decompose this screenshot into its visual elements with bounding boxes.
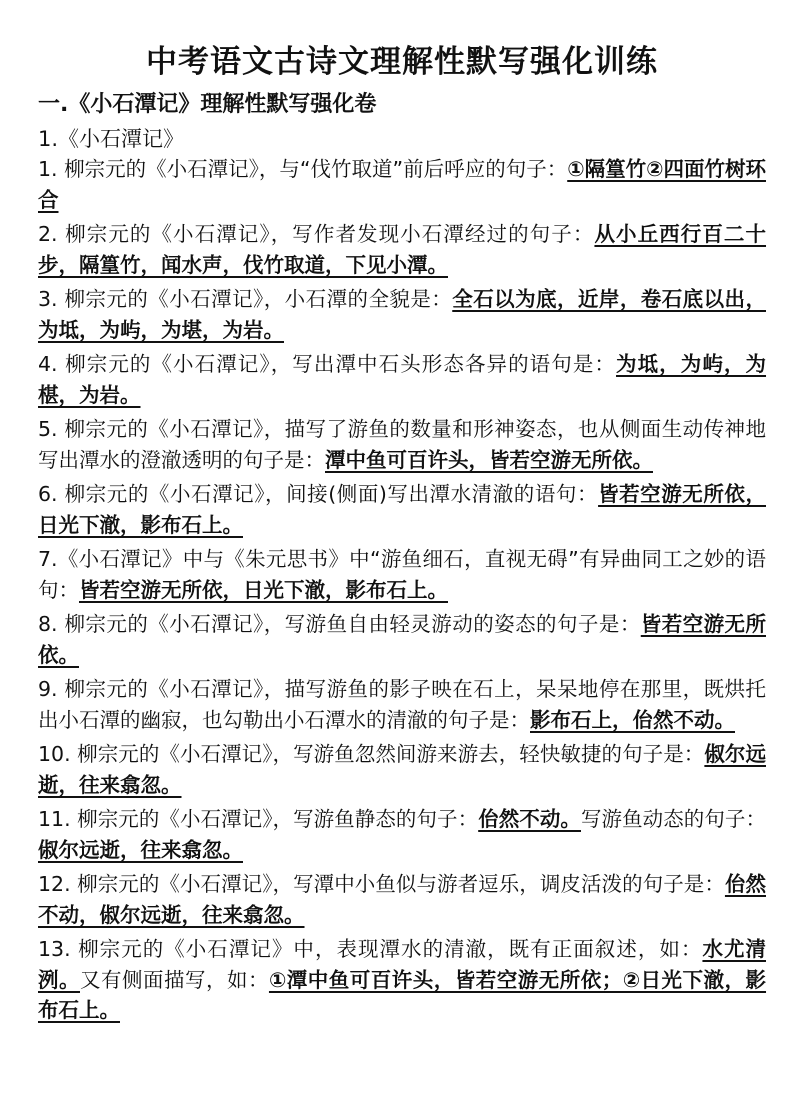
- question-text: 6. 柳宗元的《小石潭记》，间接(侧面)写出潭水清澈的语句：: [38, 482, 599, 506]
- question-text: 11. 柳宗元的《小石潭记》，写游鱼静态的句子：: [38, 807, 479, 831]
- answer-text-second: 俶尔远逝，往来翕忽。: [38, 837, 243, 862]
- question-item-4: [38, 349, 766, 410]
- answer-text: ①隔篁竹②四面竹树环合: [38, 157, 766, 212]
- question-item-8: [38, 609, 766, 670]
- question-text: 2. 柳宗元的《小石潭记》，写作者发现小石潭经过的句子：: [38, 222, 595, 246]
- question-text: 10. 柳宗元的《小石潭记》，写游鱼忽然间游来游去，轻快敏捷的句子是：: [38, 742, 705, 766]
- question-text: 5. 柳宗元的《小石潭记》，描写了游鱼的数量和形神姿态，也从侧面生动传神地写出潭水的澄澈透明的句子是：: [38, 417, 766, 472]
- answer-text-second: ①潭中鱼可百许头，皆若空游无所依；②日光下澈，影布石上。: [38, 967, 767, 1022]
- question-item-10: [38, 739, 766, 800]
- subsection-title: 1.《小石潭记》: [38, 127, 185, 151]
- answer-text: 为坻，为屿，为椹，为岩。: [38, 352, 767, 407]
- answer-text: 佁然不动。: [478, 807, 581, 831]
- question-text: 13. 柳宗元的《小石潭记》中，表现潭水的清澈，既有正面叙述，如：: [38, 937, 703, 961]
- question-text: 7.《小石潭记》中与《朱元思书》中“游鱼细石，直视无碍”有异曲同工之妙的语句：: [38, 547, 766, 602]
- question-item-7: [38, 544, 766, 605]
- question-item-11: [38, 804, 766, 865]
- question-item-1: [38, 154, 766, 215]
- question-list: [38, 154, 766, 1026]
- answer-text: 皆若空游无所依。: [38, 612, 766, 667]
- answer-text: 从小丘西行百二十步，隔篁竹，闻水声，伐竹取道，下见小潭。: [38, 222, 767, 277]
- answer-text: 水尤清洌。: [38, 937, 766, 992]
- question-item-5: [38, 414, 766, 475]
- question-text: 1. 柳宗元的《小石潭记》，与“伐竹取道”前后呼应的句子：: [38, 157, 568, 181]
- question-text: 9. 柳宗元的《小石潭记》，描写游鱼的影子映在石上，呆呆地停在那里，既烘托出小石潭的幽寂，也勾勒出小石潭水的清澈的句子是：: [38, 677, 766, 732]
- answer-text: 佁然不动，俶尔远逝，往来翕忽。: [38, 872, 766, 927]
- question-item-13: [38, 934, 766, 1026]
- document-title: 中考语文古诗文理解性默写强化训练: [146, 44, 658, 80]
- question-text: 8. 柳宗元的《小石潭记》，写游鱼自由轻灵游动的姿态的句子是：: [38, 612, 641, 636]
- answer-text: 俶尔远逝，往来翕忽。: [38, 742, 766, 797]
- question-text: 3. 柳宗元的《小石潭记》，小石潭的全貌是：: [38, 287, 453, 311]
- question-text-continued: 又有侧面描写，如：: [80, 967, 269, 992]
- question-text-continued: 写游鱼动态的句子：: [581, 807, 766, 831]
- question-text: 12. 柳宗元的《小石潭记》，写潭中小鱼似与游者逗乐，调皮活泼的句子是：: [38, 872, 725, 896]
- answer-text: 全石以为底，近岸，卷石底以出，为坻，为屿，为堪，为岩。: [38, 287, 766, 342]
- question-item-12: [38, 869, 766, 930]
- question-item-3: [38, 284, 766, 345]
- section-title: 一.《小石潭记》理解性默写强化卷: [38, 92, 377, 117]
- question-item-9: [38, 674, 766, 735]
- answer-text: 影布石上，佁然不动。: [530, 707, 735, 732]
- answer-text: 潭中鱼可百许头，皆若空游无所依。: [325, 447, 653, 472]
- answer-text: 皆若空游无所依，日光下澈，影布石上。: [79, 577, 448, 602]
- question-text: 4. 柳宗元的《小石潭记》，写出潭中石头形态各异的语句是：: [38, 352, 617, 376]
- question-item-6: [38, 479, 766, 540]
- answer-text: 皆若空游无所依，日光下澈，影布石上。: [38, 482, 766, 537]
- question-item-2: [38, 219, 766, 280]
